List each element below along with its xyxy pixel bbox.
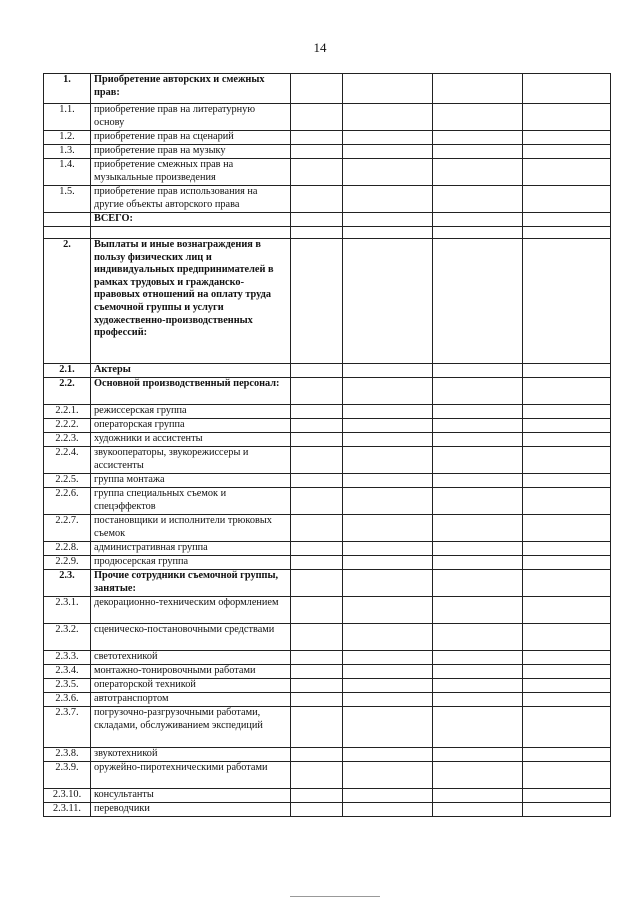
value-cell	[523, 597, 611, 624]
value-cell	[523, 707, 611, 748]
row-number: 2.3.8.	[44, 748, 91, 762]
value-cell	[291, 447, 343, 474]
value-cell	[291, 762, 343, 789]
value-cell	[291, 227, 343, 239]
value-cell	[523, 803, 611, 817]
value-cell	[291, 707, 343, 748]
row-label: оружейно-пиротехническими работами	[91, 762, 291, 789]
row-label: группа специальных съемок и спецэффектов	[91, 488, 291, 515]
value-cell	[343, 405, 433, 419]
value-cell	[523, 364, 611, 378]
value-cell	[343, 433, 433, 447]
row-number	[44, 227, 91, 239]
table-row	[44, 74, 611, 104]
value-cell	[343, 145, 433, 159]
row-label: художники и ассистенты	[91, 433, 291, 447]
value-cell	[433, 145, 523, 159]
footer-divider	[290, 896, 380, 897]
row-number: 2.3.2.	[44, 624, 91, 651]
value-cell	[433, 707, 523, 748]
value-cell	[523, 570, 611, 597]
table-row	[44, 803, 611, 817]
value-cell	[343, 159, 433, 186]
value-cell	[343, 748, 433, 762]
value-cell	[523, 239, 611, 364]
value-cell	[433, 419, 523, 433]
value-cell	[523, 542, 611, 556]
row-label: консультанты	[91, 789, 291, 803]
value-cell	[433, 748, 523, 762]
row-number: 2.3.3.	[44, 651, 91, 665]
table-row	[44, 186, 611, 213]
row-number: 2.3.	[44, 570, 91, 597]
row-label: группа монтажа	[91, 474, 291, 488]
value-cell	[523, 159, 611, 186]
value-cell	[291, 419, 343, 433]
value-cell	[343, 378, 433, 405]
value-cell	[343, 789, 433, 803]
value-cell	[523, 693, 611, 707]
row-number: 2.3.7.	[44, 707, 91, 748]
row-label: приобретение прав на сценарий	[91, 131, 291, 145]
value-cell	[343, 762, 433, 789]
value-cell	[343, 597, 433, 624]
budget-table-body	[44, 74, 611, 817]
value-cell	[343, 419, 433, 433]
table-row	[44, 378, 611, 405]
row-label: Основной производственный персонал:	[91, 378, 291, 405]
value-cell	[343, 515, 433, 542]
row-number: 2.2.4.	[44, 447, 91, 474]
value-cell	[291, 474, 343, 488]
value-cell	[343, 707, 433, 748]
value-cell	[291, 131, 343, 145]
table-row	[44, 789, 611, 803]
row-number: 1.1.	[44, 104, 91, 131]
value-cell	[433, 597, 523, 624]
value-cell	[291, 405, 343, 419]
value-cell	[291, 145, 343, 159]
value-cell	[523, 474, 611, 488]
value-cell	[343, 651, 433, 665]
value-cell	[433, 624, 523, 651]
table-row	[44, 693, 611, 707]
row-number: 2.	[44, 239, 91, 364]
budget-table	[43, 73, 611, 817]
row-number: 2.2.5.	[44, 474, 91, 488]
value-cell	[291, 624, 343, 651]
table-row	[44, 131, 611, 145]
row-label: Актеры	[91, 364, 291, 378]
value-cell	[523, 665, 611, 679]
row-number: 1.3.	[44, 145, 91, 159]
value-cell	[343, 104, 433, 131]
value-cell	[291, 679, 343, 693]
row-number	[44, 213, 91, 227]
value-cell	[523, 104, 611, 131]
row-label: переводчики	[91, 803, 291, 817]
value-cell	[433, 433, 523, 447]
table-row	[44, 679, 611, 693]
value-cell	[291, 597, 343, 624]
value-cell	[291, 488, 343, 515]
row-number: 2.2.3.	[44, 433, 91, 447]
row-label: приобретение прав на литературную основу	[91, 104, 291, 131]
table-row	[44, 556, 611, 570]
value-cell	[343, 239, 433, 364]
value-cell	[343, 474, 433, 488]
value-cell	[523, 378, 611, 405]
value-cell	[433, 762, 523, 789]
table-row	[44, 748, 611, 762]
value-cell	[343, 570, 433, 597]
value-cell	[343, 488, 433, 515]
value-cell	[343, 213, 433, 227]
row-label: постановщики и исполнители трюковых съемок	[91, 515, 291, 542]
value-cell	[523, 651, 611, 665]
value-cell	[291, 665, 343, 679]
row-label: монтажно-тонировочными работами	[91, 665, 291, 679]
value-cell	[523, 556, 611, 570]
value-cell	[291, 159, 343, 186]
value-cell	[291, 104, 343, 131]
value-cell	[523, 186, 611, 213]
table-row	[44, 597, 611, 624]
table-row	[44, 213, 611, 227]
row-number: 2.1.	[44, 364, 91, 378]
value-cell	[523, 131, 611, 145]
table-row	[44, 405, 611, 419]
value-cell	[291, 74, 343, 104]
table-row	[44, 515, 611, 542]
value-cell	[343, 542, 433, 556]
value-cell	[291, 651, 343, 665]
value-cell	[433, 693, 523, 707]
value-cell	[433, 405, 523, 419]
value-cell	[523, 419, 611, 433]
value-cell	[433, 515, 523, 542]
value-cell	[523, 433, 611, 447]
value-cell	[343, 624, 433, 651]
value-cell	[523, 515, 611, 542]
value-cell	[523, 488, 611, 515]
value-cell	[291, 542, 343, 556]
row-label: звукооператоры, звукорежиссеры и ассистенты	[91, 447, 291, 474]
value-cell	[343, 364, 433, 378]
row-label: приобретение смежных прав на музыкальные произведения	[91, 159, 291, 186]
value-cell	[433, 651, 523, 665]
value-cell	[523, 679, 611, 693]
value-cell	[433, 227, 523, 239]
table-row	[44, 239, 611, 364]
row-label	[91, 227, 291, 239]
row-label: декорационно-техническим оформлением	[91, 597, 291, 624]
row-number: 1.5.	[44, 186, 91, 213]
row-label: приобретение прав на музыку	[91, 145, 291, 159]
row-label: ВСЕГО:	[91, 213, 291, 227]
value-cell	[343, 665, 433, 679]
value-cell	[291, 789, 343, 803]
value-cell	[291, 213, 343, 227]
row-number: 2.3.5.	[44, 679, 91, 693]
value-cell	[291, 556, 343, 570]
table-row	[44, 447, 611, 474]
row-number: 2.3.11.	[44, 803, 91, 817]
table-row	[44, 227, 611, 239]
value-cell	[291, 378, 343, 405]
row-number: 1.4.	[44, 159, 91, 186]
row-number: 2.2.2.	[44, 419, 91, 433]
row-label: продюсерская группа	[91, 556, 291, 570]
value-cell	[291, 433, 343, 447]
value-cell	[433, 159, 523, 186]
row-number: 1.	[44, 74, 91, 104]
row-label: операторской техникой	[91, 679, 291, 693]
row-number: 2.3.6.	[44, 693, 91, 707]
value-cell	[343, 131, 433, 145]
row-number: 2.3.9.	[44, 762, 91, 789]
table-row	[44, 145, 611, 159]
row-number: 2.2.	[44, 378, 91, 405]
table-row	[44, 474, 611, 488]
row-number: 2.2.9.	[44, 556, 91, 570]
value-cell	[523, 748, 611, 762]
table-row	[44, 651, 611, 665]
value-cell	[433, 665, 523, 679]
value-cell	[291, 186, 343, 213]
row-number: 2.2.8.	[44, 542, 91, 556]
row-number: 2.3.1.	[44, 597, 91, 624]
value-cell	[433, 570, 523, 597]
value-cell	[433, 104, 523, 131]
row-label: погрузочно-разгрузочными работами, складами, обслуживанием экспедиций	[91, 707, 291, 748]
value-cell	[343, 556, 433, 570]
row-label: Прочие сотрудники съемочной группы, занятые:	[91, 570, 291, 597]
value-cell	[433, 474, 523, 488]
value-cell	[343, 447, 433, 474]
value-cell	[343, 679, 433, 693]
table-row	[44, 570, 611, 597]
value-cell	[433, 556, 523, 570]
value-cell	[523, 447, 611, 474]
row-number: 2.2.7.	[44, 515, 91, 542]
row-number: 1.2.	[44, 131, 91, 145]
value-cell	[343, 74, 433, 104]
value-cell	[291, 803, 343, 817]
value-cell	[523, 789, 611, 803]
value-cell	[291, 570, 343, 597]
value-cell	[433, 447, 523, 474]
value-cell	[433, 364, 523, 378]
row-label: светотехникой	[91, 651, 291, 665]
table-row	[44, 665, 611, 679]
value-cell	[433, 789, 523, 803]
table-row	[44, 488, 611, 515]
value-cell	[433, 488, 523, 515]
value-cell	[291, 693, 343, 707]
row-number: 2.2.6.	[44, 488, 91, 515]
value-cell	[343, 227, 433, 239]
table-row	[44, 433, 611, 447]
page-number: 14	[313, 40, 327, 55]
table-row	[44, 542, 611, 556]
value-cell	[523, 213, 611, 227]
row-label: сценическо-постановочными средствами	[91, 624, 291, 651]
table-row	[44, 159, 611, 186]
value-cell	[523, 74, 611, 104]
row-label: автотранспортом	[91, 693, 291, 707]
table-row	[44, 624, 611, 651]
table-row	[44, 707, 611, 748]
value-cell	[433, 74, 523, 104]
value-cell	[523, 405, 611, 419]
value-cell	[291, 748, 343, 762]
row-label: Приобретение авторских и смежных прав:	[91, 74, 291, 104]
value-cell	[523, 227, 611, 239]
row-label: операторская группа	[91, 419, 291, 433]
value-cell	[291, 364, 343, 378]
value-cell	[433, 213, 523, 227]
row-number: 2.3.10.	[44, 789, 91, 803]
row-label: административная группа	[91, 542, 291, 556]
table-row	[44, 419, 611, 433]
value-cell	[343, 186, 433, 213]
value-cell	[433, 131, 523, 145]
row-label: приобретение прав использования на другие объекты авторского права	[91, 186, 291, 213]
value-cell	[433, 378, 523, 405]
value-cell	[433, 239, 523, 364]
value-cell	[433, 542, 523, 556]
table-row	[44, 364, 611, 378]
value-cell	[433, 679, 523, 693]
value-cell	[523, 624, 611, 651]
row-number: 2.3.4.	[44, 665, 91, 679]
row-label: режиссерская группа	[91, 405, 291, 419]
table-row	[44, 762, 611, 789]
value-cell	[523, 762, 611, 789]
row-label: Выплаты и иные вознаграждения в пользу физических лиц и индивидуальных предпринимателей в рамках трудовых и гражданско-правовых отношений на оплату труда съемочной группы и услуги художественно-производственных профессий:	[91, 239, 291, 364]
value-cell	[343, 693, 433, 707]
value-cell	[433, 803, 523, 817]
table-row	[44, 104, 611, 131]
value-cell	[523, 145, 611, 159]
value-cell	[291, 239, 343, 364]
value-cell	[291, 515, 343, 542]
value-cell	[343, 803, 433, 817]
value-cell	[433, 186, 523, 213]
row-number: 2.2.1.	[44, 405, 91, 419]
row-label: звукотехникой	[91, 748, 291, 762]
